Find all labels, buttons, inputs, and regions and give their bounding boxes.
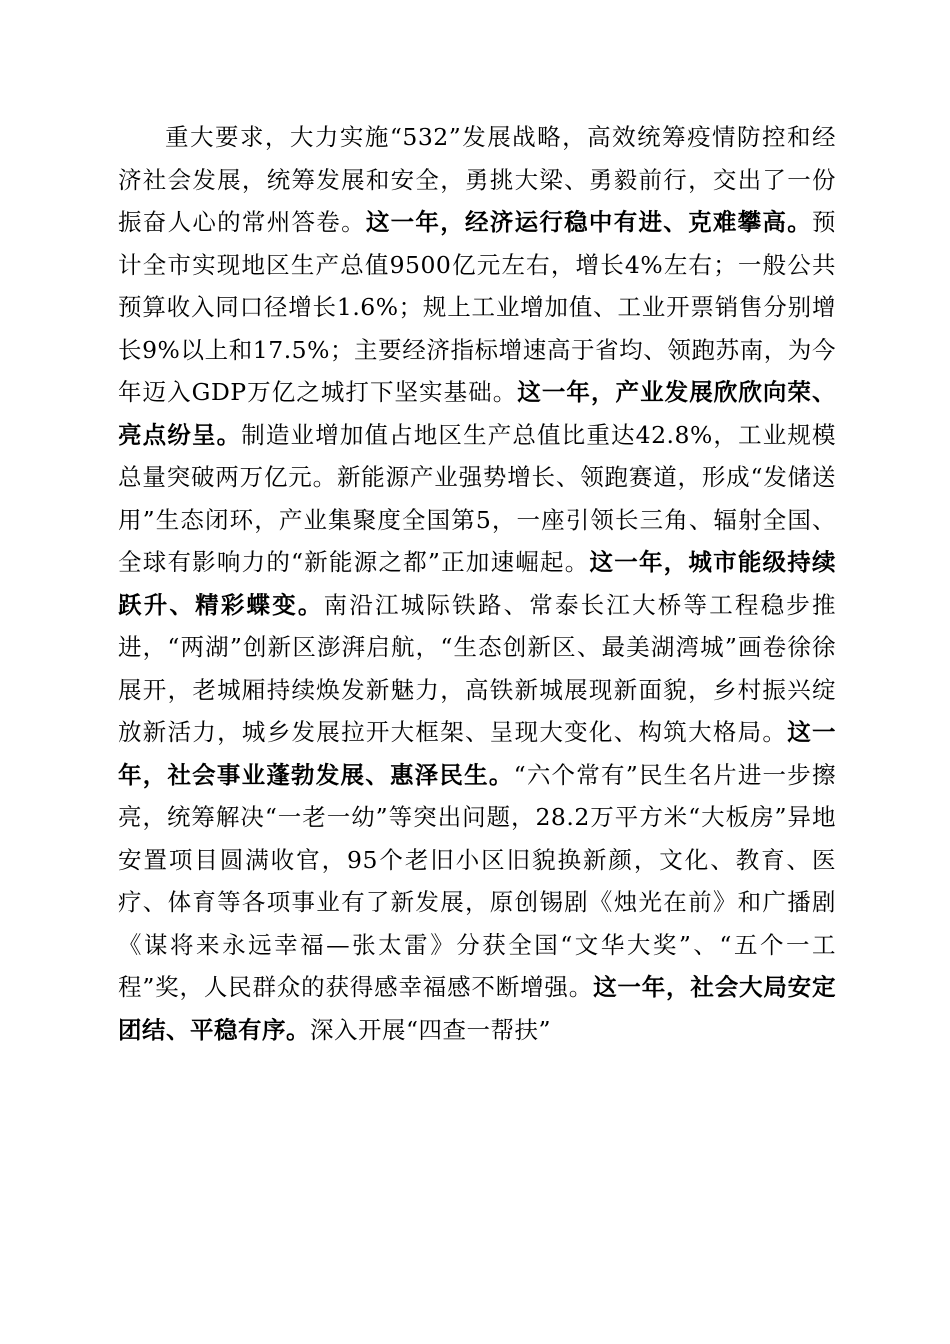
bold-heading-segment: 这一年，城市能级持续跃升、精彩蝶变。: [118, 548, 837, 619]
text-segment: 制造业增加值占地区生产总值比重达42.8%，工业规模总量突破两万亿元。新能源产业强势增长、领跑赛道，形成“发储送用”生态闭环，产业集聚度全国第5，一座引领长三角、辐射全国、全球有影响力的“新能源之都”正加速崛起。: [118, 420, 837, 576]
text-segment: “六个常有”民生名片进一步擦亮，统筹解决“一老一幼”等突出问题，28.2万平方米“大板房”异地安置项目圆满收官，95个老旧小区旧貌换新颜，文化、教育、医疗、体育等各项事业有了新发展，原创锡剧《烛光在前》和广播剧《谋将来永远幸福—张太雷》分获全国“文华大奖”、“五个一工程”奖，人民群众的获得感幸福感不断增强。: [118, 760, 837, 1001]
text-segment: 预计全市实现地区生产总值9500亿元左右，增长4%左右；一般公共预算收入同口径增长1.6%；规上工业增加值、工业开票销售分别增长9%以上和17.5%；主要经济指标增速高于省均、领跑苏南，为今年迈入GDP万亿之城打下坚实基础。: [118, 208, 837, 406]
bold-heading-segment: 这一年，社会大局安定团结、平稳有序。: [118, 973, 837, 1044]
bold-heading-segment: 这一年，社会事业蓬勃发展、惠泽民生。: [118, 718, 837, 789]
text-segment: 南沿江城际铁路、常泰长江大桥等工程稳步推进，“两湖”创新区澎湃启航，“生态创新区、最美湖湾城”画卷徐徐展开，老城厢持续焕发新魅力，高铁新城展现新面貌，乡村振兴绽放新活力，城乡发展拉开大框架、呈现大变化、构筑大格局。: [118, 590, 837, 746]
body-paragraph: [118, 116, 836, 1051]
bold-heading-segment: 这一年，经济运行稳中有进、克难攀高。: [365, 208, 813, 236]
text-segment: 重大要求，大力实施“532”发展战略，高效统筹疫情防控和经济社会发展，统筹发展和安全，勇挑大梁、勇毅前行，交出了一份振奋人心的常州答卷。: [118, 123, 836, 236]
text-segment: 深入开展“四查一帮扶”: [310, 1015, 552, 1044]
bold-heading-segment: 这一年，产业发展欣欣向荣、亮点纷呈。: [118, 378, 836, 449]
